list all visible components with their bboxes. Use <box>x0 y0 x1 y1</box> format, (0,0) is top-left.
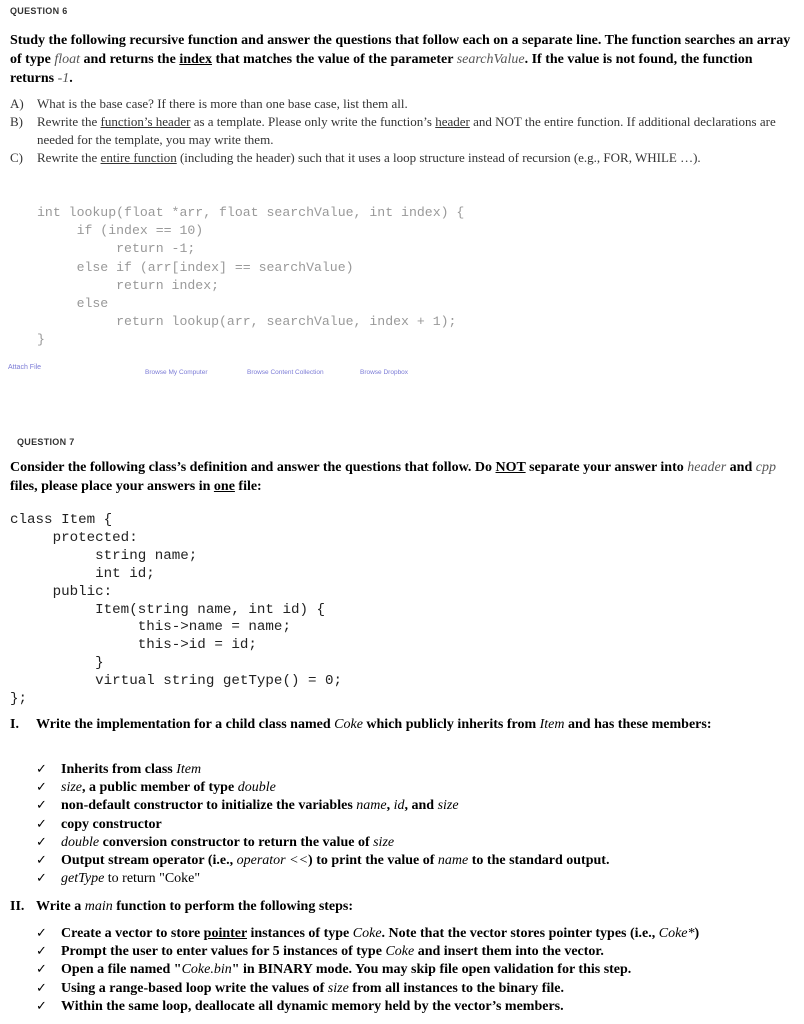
question-7-intro: Consider the following class’s definition and answer the questions that follow. Do NOT separate your answer into header and cpp files, please place your answers in one file: <box>10 460 776 494</box>
check-item: ✓ Using a range-based loop write the values of size from all instances to the binary file. <box>36 980 796 998</box>
part-c: C) Rewrite the entire function (including the header) such that it uses a loop structure instead of recursion (e.g., FOR, WHILE …). <box>10 150 701 165</box>
check-item: ✓ Open a file named "Coke.bin" in BINARY mode. You may skip file open validation for this step. <box>36 961 796 979</box>
check-item: ✓ Output stream operator (i.e., operator <<) to print the value of name to the standard output. <box>36 852 796 870</box>
part-b: B) Rewrite the function’s header as a template. Please only write the function’s header and NOT the entire function. If additional declarations are needed for the template, you may write them. <box>10 114 776 147</box>
checkmark-icon: ✓ <box>36 980 47 996</box>
check-item: ✓ getType to return "Coke" <box>36 870 796 888</box>
question-6-intro: Study the following recursive function and answer the questions that follow each on a separate line. The function searches an array of type float and returns the index that matches the value of the parameter searchValue. If the value is not found, the function returns -1. <box>10 33 791 86</box>
check-item: ✓ Within the same loop, deallocate all dynamic memory held by the vector’s members. <box>36 998 796 1016</box>
check-item: ✓ Create a vector to store pointer instances of type Coke. Note that the vector stores pointer types (i.e., Coke*) <box>36 925 796 943</box>
check-item: ✓ Prompt the user to enter values for 5 instances of type Coke and insert them into the vector. <box>36 943 796 961</box>
attach-file-label: Attach File <box>8 364 42 371</box>
checkmark-icon: ✓ <box>36 834 47 850</box>
checkmark-icon: ✓ <box>36 780 47 796</box>
checkmark-icon: ✓ <box>36 816 47 832</box>
lookup-function-code: int lookup(float *arr, float searchValue, int index) { if (index == 10) return -1; else if (arr[index] == searchValue) return index; else return lookup(arr, searchValue, index + 1); } <box>37 205 465 348</box>
check-item: ✓ non-default constructor to initialize the variables name, id, and size <box>36 797 796 815</box>
checkmark-icon: ✓ <box>36 853 47 869</box>
checkmark-icon: ✓ <box>36 762 47 777</box>
check-item: ✓ copy constructor <box>36 816 796 834</box>
part-a: A) What is the base case? If there is more than one base case, list them all. <box>10 96 408 111</box>
question-6-parts <box>10 95 798 167</box>
item-class-code: class Item { protected: string name; int id; public: Item(string name, int id) { this->name = name; this->id = id; } virtual string getType() = 0; }; <box>10 512 343 708</box>
checkmark-icon: ✓ <box>36 944 47 960</box>
question-6-label: QUESTION 6 <box>10 6 68 16</box>
part-1-checklist <box>36 761 796 888</box>
checkmark-icon: ✓ <box>36 798 47 814</box>
checkmark-icon: ✓ <box>36 871 47 887</box>
part-2-heading: II. Write a main function to perform the following steps: <box>10 899 354 914</box>
browse-content-collection-link[interactable]: Browse Content Collection <box>247 369 324 376</box>
browse-dropbox-link[interactable]: Browse Dropbox <box>360 369 409 376</box>
checkmark-icon: ✓ <box>36 998 47 1014</box>
checkmark-icon: ✓ <box>36 926 47 941</box>
check-item: ✓ size, a public member of type double <box>36 779 796 797</box>
check-item: ✓ double conversion constructor to return the value of size <box>36 834 796 852</box>
browse-my-computer-link[interactable]: Browse My Computer <box>145 369 208 376</box>
part-1-heading: I. Write the implementation for a child class named Coke which publicly inherits from Item and has these members: <box>10 717 712 732</box>
question-7-label: QUESTION 7 <box>17 437 75 447</box>
part-2-checklist <box>36 925 796 1016</box>
check-item: ✓ Inherits from class Item <box>36 761 796 779</box>
checkmark-icon: ✓ <box>36 962 47 978</box>
